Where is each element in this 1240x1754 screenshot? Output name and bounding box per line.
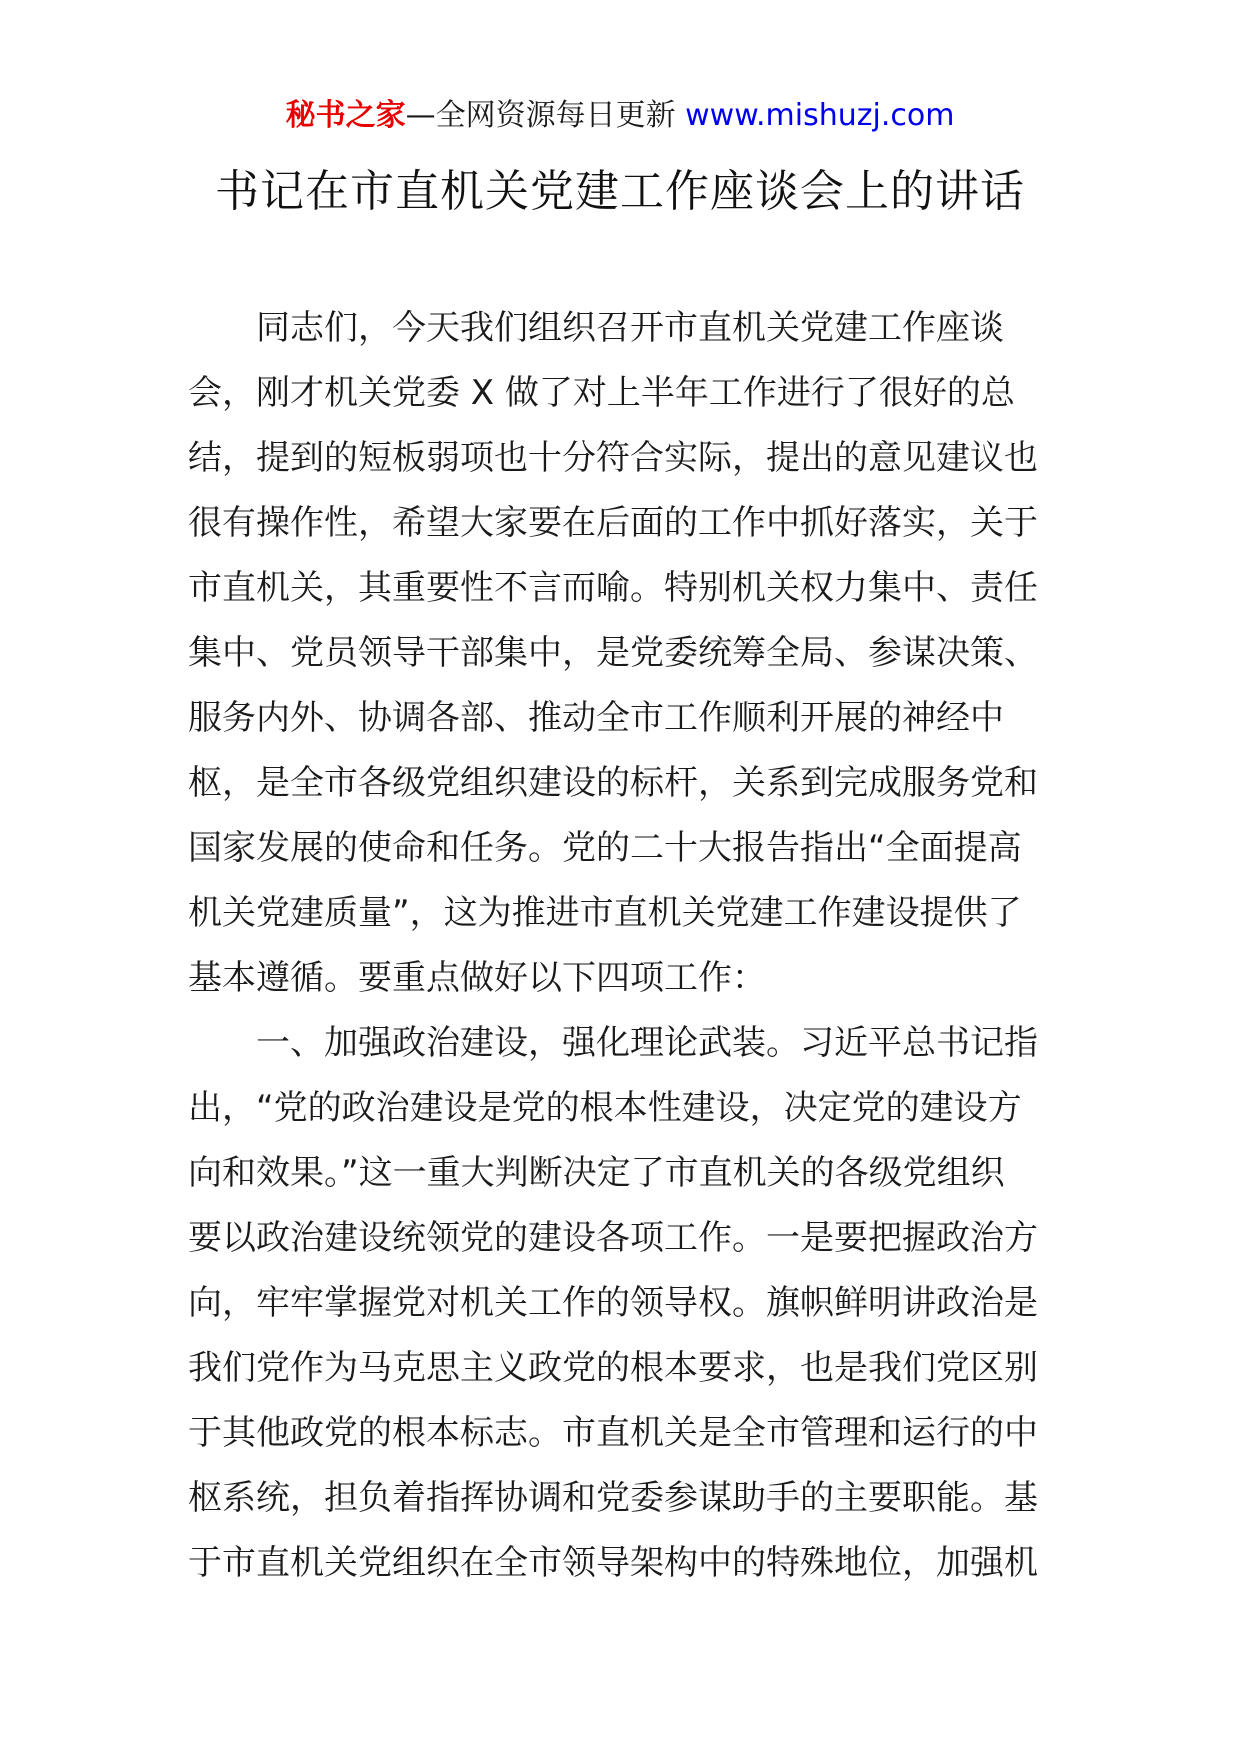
paragraph-line: 会，刚才机关党委 X 做了对上半年工作进行了很好的总 bbox=[188, 373, 1015, 413]
document-title: 书记在市直机关党建工作座谈会上的讲话 bbox=[215, 166, 1025, 217]
paragraph-line: 枢系统，担负着指挥协调和党委参谋助手的主要职能。基 bbox=[188, 1478, 1038, 1518]
paragraph-line: 结，提到的短板弱项也十分符合实际，提出的意见建议也 bbox=[188, 438, 1038, 478]
paragraph-line: 国家发展的使命和任务。党的二十大报告指出“全面提高 bbox=[188, 828, 1022, 868]
paragraph-line: 集中、党员领导干部集中，是党委统筹全局、参谋决策、 bbox=[188, 633, 1038, 673]
paragraph-line: 于其他政党的根本标志。市直机关是全市管理和运行的中 bbox=[188, 1413, 1038, 1453]
header-slogan: —全网资源每日更新 bbox=[405, 98, 676, 133]
document-body bbox=[188, 296, 1058, 1596]
section-heading-line: 一、加强政治建设，强化理论武装。习近平总书记指 bbox=[256, 1023, 1038, 1063]
site-header bbox=[0, 96, 1240, 136]
paragraph-line: 机关党建质量”，这为推进市直机关党建工作建设提供了 bbox=[188, 893, 1022, 933]
site-url-link[interactable]: www.mishuzj.com bbox=[685, 98, 955, 133]
paragraph-line: 基本遵循。要重点做好以下四项工作： bbox=[188, 958, 766, 998]
paragraph-line: 很有操作性，希望大家要在后面的工作中抓好落实，关于 bbox=[188, 503, 1038, 543]
paragraph-line: 出，“党的政治建设是党的根本性建设，决定党的建设方 bbox=[188, 1088, 1022, 1128]
brand-name: 秘书之家 bbox=[285, 98, 406, 133]
paragraph-line: 枢，是全市各级党组织建设的标杆，关系到完成服务党和 bbox=[188, 763, 1038, 803]
paragraph-line: 服务内外、协调各部、推动全市工作顺利开展的神经中 bbox=[188, 698, 1004, 738]
paragraph-line: 同志们，今天我们组织召开市直机关党建工作座谈 bbox=[256, 308, 1004, 348]
paragraph-line: 我们党作为马克思主义政党的根本要求，也是我们党区别 bbox=[188, 1348, 1038, 1388]
paragraph-line: 市直机关，其重要性不言而喻。特别机关权力集中、责任 bbox=[188, 568, 1038, 608]
paragraph-line: 向，牢牢掌握党对机关工作的领导权。旗帜鲜明讲政治是 bbox=[188, 1283, 1038, 1323]
paragraph-line: 要以政治建设统领党的建设各项工作。一是要把握政治方 bbox=[188, 1218, 1038, 1258]
paragraph-line: 于市直机关党组织在全市领导架构中的特殊地位，加强机 bbox=[188, 1543, 1038, 1583]
paragraph-line: 向和效果。”这一重大判断决定了市直机关的各级党组织 bbox=[188, 1153, 1005, 1193]
